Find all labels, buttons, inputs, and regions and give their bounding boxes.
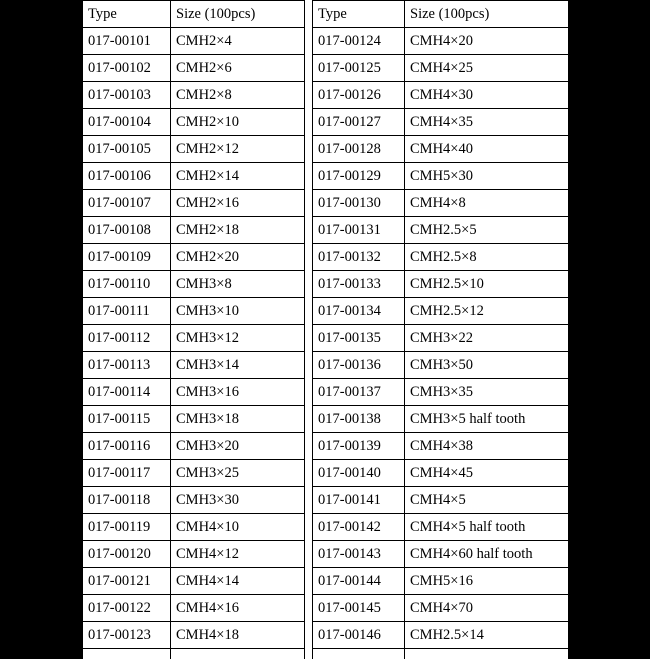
cell-left-type: 017-00101 <box>83 28 171 55</box>
cell-left-size: CMH3×10 <box>171 298 305 325</box>
cell-right-type: 017-00128 <box>313 136 405 163</box>
cell-left-size: CMH4×12 <box>171 541 305 568</box>
cell-gap <box>305 163 313 190</box>
tail-right-size <box>405 649 569 659</box>
cell-gap <box>305 622 313 649</box>
cell-right-type: 017-00140 <box>313 460 405 487</box>
cell-gap <box>305 244 313 271</box>
specification-table <box>82 0 569 659</box>
cell-right-type: 017-00146 <box>313 622 405 649</box>
cell-left-type: 017-00105 <box>83 136 171 163</box>
cell-right-size: CMH4×25 <box>405 55 569 82</box>
table-row <box>83 514 569 541</box>
cell-gap <box>305 406 313 433</box>
cell-left-size: CMH3×16 <box>171 379 305 406</box>
cell-gap <box>305 514 313 541</box>
cell-gap <box>305 298 313 325</box>
table-header-row <box>83 1 569 28</box>
table-row <box>83 136 569 163</box>
table-row <box>83 28 569 55</box>
cell-right-type: 017-00139 <box>313 433 405 460</box>
cell-right-type: 017-00130 <box>313 190 405 217</box>
cell-left-size: CMH2×4 <box>171 28 305 55</box>
table-row <box>83 271 569 298</box>
cell-right-type: 017-00133 <box>313 271 405 298</box>
tail-right-type <box>313 649 405 659</box>
column-header-left-size: Size (100pcs) <box>171 1 305 28</box>
cell-right-size: CMH2.5×5 <box>405 217 569 244</box>
cell-gap <box>305 217 313 244</box>
cell-left-size: CMH2×8 <box>171 82 305 109</box>
cell-right-type: 017-00138 <box>313 406 405 433</box>
cell-gap <box>305 568 313 595</box>
cell-left-size: CMH3×25 <box>171 460 305 487</box>
cell-left-type: 017-00102 <box>83 55 171 82</box>
cell-left-size: CMH2×20 <box>171 244 305 271</box>
cell-right-size: CMH4×60 half tooth <box>405 541 569 568</box>
table-row <box>83 217 569 244</box>
cell-right-type: 017-00137 <box>313 379 405 406</box>
cell-right-type: 017-00136 <box>313 352 405 379</box>
cell-right-type: 017-00144 <box>313 568 405 595</box>
cell-right-type: 017-00132 <box>313 244 405 271</box>
table-row <box>83 541 569 568</box>
table-row <box>83 82 569 109</box>
cell-gap <box>305 55 313 82</box>
table-row <box>83 298 569 325</box>
cell-right-size: CMH3×22 <box>405 325 569 352</box>
table-row <box>83 406 569 433</box>
cell-left-size: CMH4×14 <box>171 568 305 595</box>
cell-left-type: 017-00109 <box>83 244 171 271</box>
cell-right-type: 017-00126 <box>313 82 405 109</box>
cell-gap <box>305 352 313 379</box>
cell-left-type: 017-00111 <box>83 298 171 325</box>
table-row <box>83 568 569 595</box>
column-gap <box>305 1 313 28</box>
cell-left-type: 017-00122 <box>83 595 171 622</box>
cell-left-type: 017-00123 <box>83 622 171 649</box>
column-header-right-type: Type <box>313 1 405 28</box>
cell-left-size: CMH4×10 <box>171 514 305 541</box>
cell-right-type: 017-00125 <box>313 55 405 82</box>
cell-left-type: 017-00115 <box>83 406 171 433</box>
cell-gap <box>305 433 313 460</box>
cell-right-size: CMH4×5 <box>405 487 569 514</box>
cell-left-type: 017-00110 <box>83 271 171 298</box>
cell-right-size: CMH2.5×8 <box>405 244 569 271</box>
cell-right-size: CMH2.5×14 <box>405 622 569 649</box>
cell-left-type: 017-00114 <box>83 379 171 406</box>
cell-right-size: CMH4×8 <box>405 190 569 217</box>
table-header <box>83 1 569 28</box>
table-row <box>83 325 569 352</box>
cell-gap <box>305 649 313 659</box>
cell-right-size: CMH4×40 <box>405 136 569 163</box>
cell-left-size: CMH4×18 <box>171 622 305 649</box>
cell-left-size: CMH3×14 <box>171 352 305 379</box>
cell-left-type: 017-00106 <box>83 163 171 190</box>
cell-gap <box>305 487 313 514</box>
table-row <box>83 352 569 379</box>
cell-left-size: CMH2×18 <box>171 217 305 244</box>
cell-right-size: CMH4×5 half tooth <box>405 514 569 541</box>
cell-gap <box>305 541 313 568</box>
table-row <box>83 622 569 649</box>
table-row <box>83 190 569 217</box>
table-row <box>83 163 569 190</box>
cell-right-type: 017-00145 <box>313 595 405 622</box>
cell-left-size: CMH3×20 <box>171 433 305 460</box>
cell-gap <box>305 379 313 406</box>
cell-left-type: 017-00117 <box>83 460 171 487</box>
cell-left-size: CMH3×30 <box>171 487 305 514</box>
table-body <box>83 28 569 659</box>
cell-right-size: CMH2.5×10 <box>405 271 569 298</box>
cell-right-size: CMH4×70 <box>405 595 569 622</box>
cell-left-size: CMH2×16 <box>171 190 305 217</box>
cell-right-type: 017-00141 <box>313 487 405 514</box>
column-header-left-type: Type <box>83 1 171 28</box>
cell-left-type: 017-00119 <box>83 514 171 541</box>
cell-left-type: 017-00108 <box>83 217 171 244</box>
document-sheet <box>82 0 568 650</box>
cell-left-size: CMH2×14 <box>171 163 305 190</box>
cell-left-type: 017-00107 <box>83 190 171 217</box>
tail-left-size <box>171 649 305 659</box>
cell-left-type: 017-00113 <box>83 352 171 379</box>
cell-left-size: CMH2×10 <box>171 109 305 136</box>
cell-right-type: 017-00129 <box>313 163 405 190</box>
cell-gap <box>305 595 313 622</box>
cell-left-type: 017-00118 <box>83 487 171 514</box>
table-row <box>83 487 569 514</box>
cell-right-size: CMH4×20 <box>405 28 569 55</box>
table-row <box>83 55 569 82</box>
cell-left-size: CMH2×12 <box>171 136 305 163</box>
tail-left-type <box>83 649 171 659</box>
cell-left-type: 017-00120 <box>83 541 171 568</box>
cell-right-size: CMH5×16 <box>405 568 569 595</box>
cell-left-type: 017-00103 <box>83 82 171 109</box>
cell-right-type: 017-00134 <box>313 298 405 325</box>
cell-gap <box>305 82 313 109</box>
table-row <box>83 460 569 487</box>
cell-gap <box>305 136 313 163</box>
cell-right-size: CMH4×38 <box>405 433 569 460</box>
table-row-partial <box>83 649 569 659</box>
cell-left-type: 017-00112 <box>83 325 171 352</box>
cell-left-size: CMH3×8 <box>171 271 305 298</box>
cell-right-size: CMH4×35 <box>405 109 569 136</box>
cell-gap <box>305 109 313 136</box>
table-row <box>83 244 569 271</box>
cell-gap <box>305 271 313 298</box>
cell-right-type: 017-00135 <box>313 325 405 352</box>
cell-left-size: CMH4×16 <box>171 595 305 622</box>
table-row <box>83 109 569 136</box>
cell-right-type: 017-00142 <box>313 514 405 541</box>
cell-right-size: CMH3×5 half tooth <box>405 406 569 433</box>
cell-left-type: 017-00104 <box>83 109 171 136</box>
cell-right-size: CMH3×35 <box>405 379 569 406</box>
cell-right-type: 017-00127 <box>313 109 405 136</box>
cell-right-size: CMH3×50 <box>405 352 569 379</box>
column-header-right-size: Size (100pcs) <box>405 1 569 28</box>
cell-left-size: CMH2×6 <box>171 55 305 82</box>
cell-gap <box>305 325 313 352</box>
cell-gap <box>305 190 313 217</box>
cell-right-type: 017-00124 <box>313 28 405 55</box>
cell-right-size: CMH2.5×12 <box>405 298 569 325</box>
cell-left-size: CMH3×12 <box>171 325 305 352</box>
cell-left-type: 017-00116 <box>83 433 171 460</box>
cell-left-size: CMH3×18 <box>171 406 305 433</box>
table-row <box>83 433 569 460</box>
cell-gap <box>305 460 313 487</box>
table-row <box>83 595 569 622</box>
cell-left-type: 017-00121 <box>83 568 171 595</box>
cell-gap <box>305 28 313 55</box>
cell-right-type: 017-00131 <box>313 217 405 244</box>
table-row <box>83 379 569 406</box>
cell-right-size: CMH5×30 <box>405 163 569 190</box>
cell-right-size: CMH4×30 <box>405 82 569 109</box>
cell-right-type: 017-00143 <box>313 541 405 568</box>
cell-right-size: CMH4×45 <box>405 460 569 487</box>
